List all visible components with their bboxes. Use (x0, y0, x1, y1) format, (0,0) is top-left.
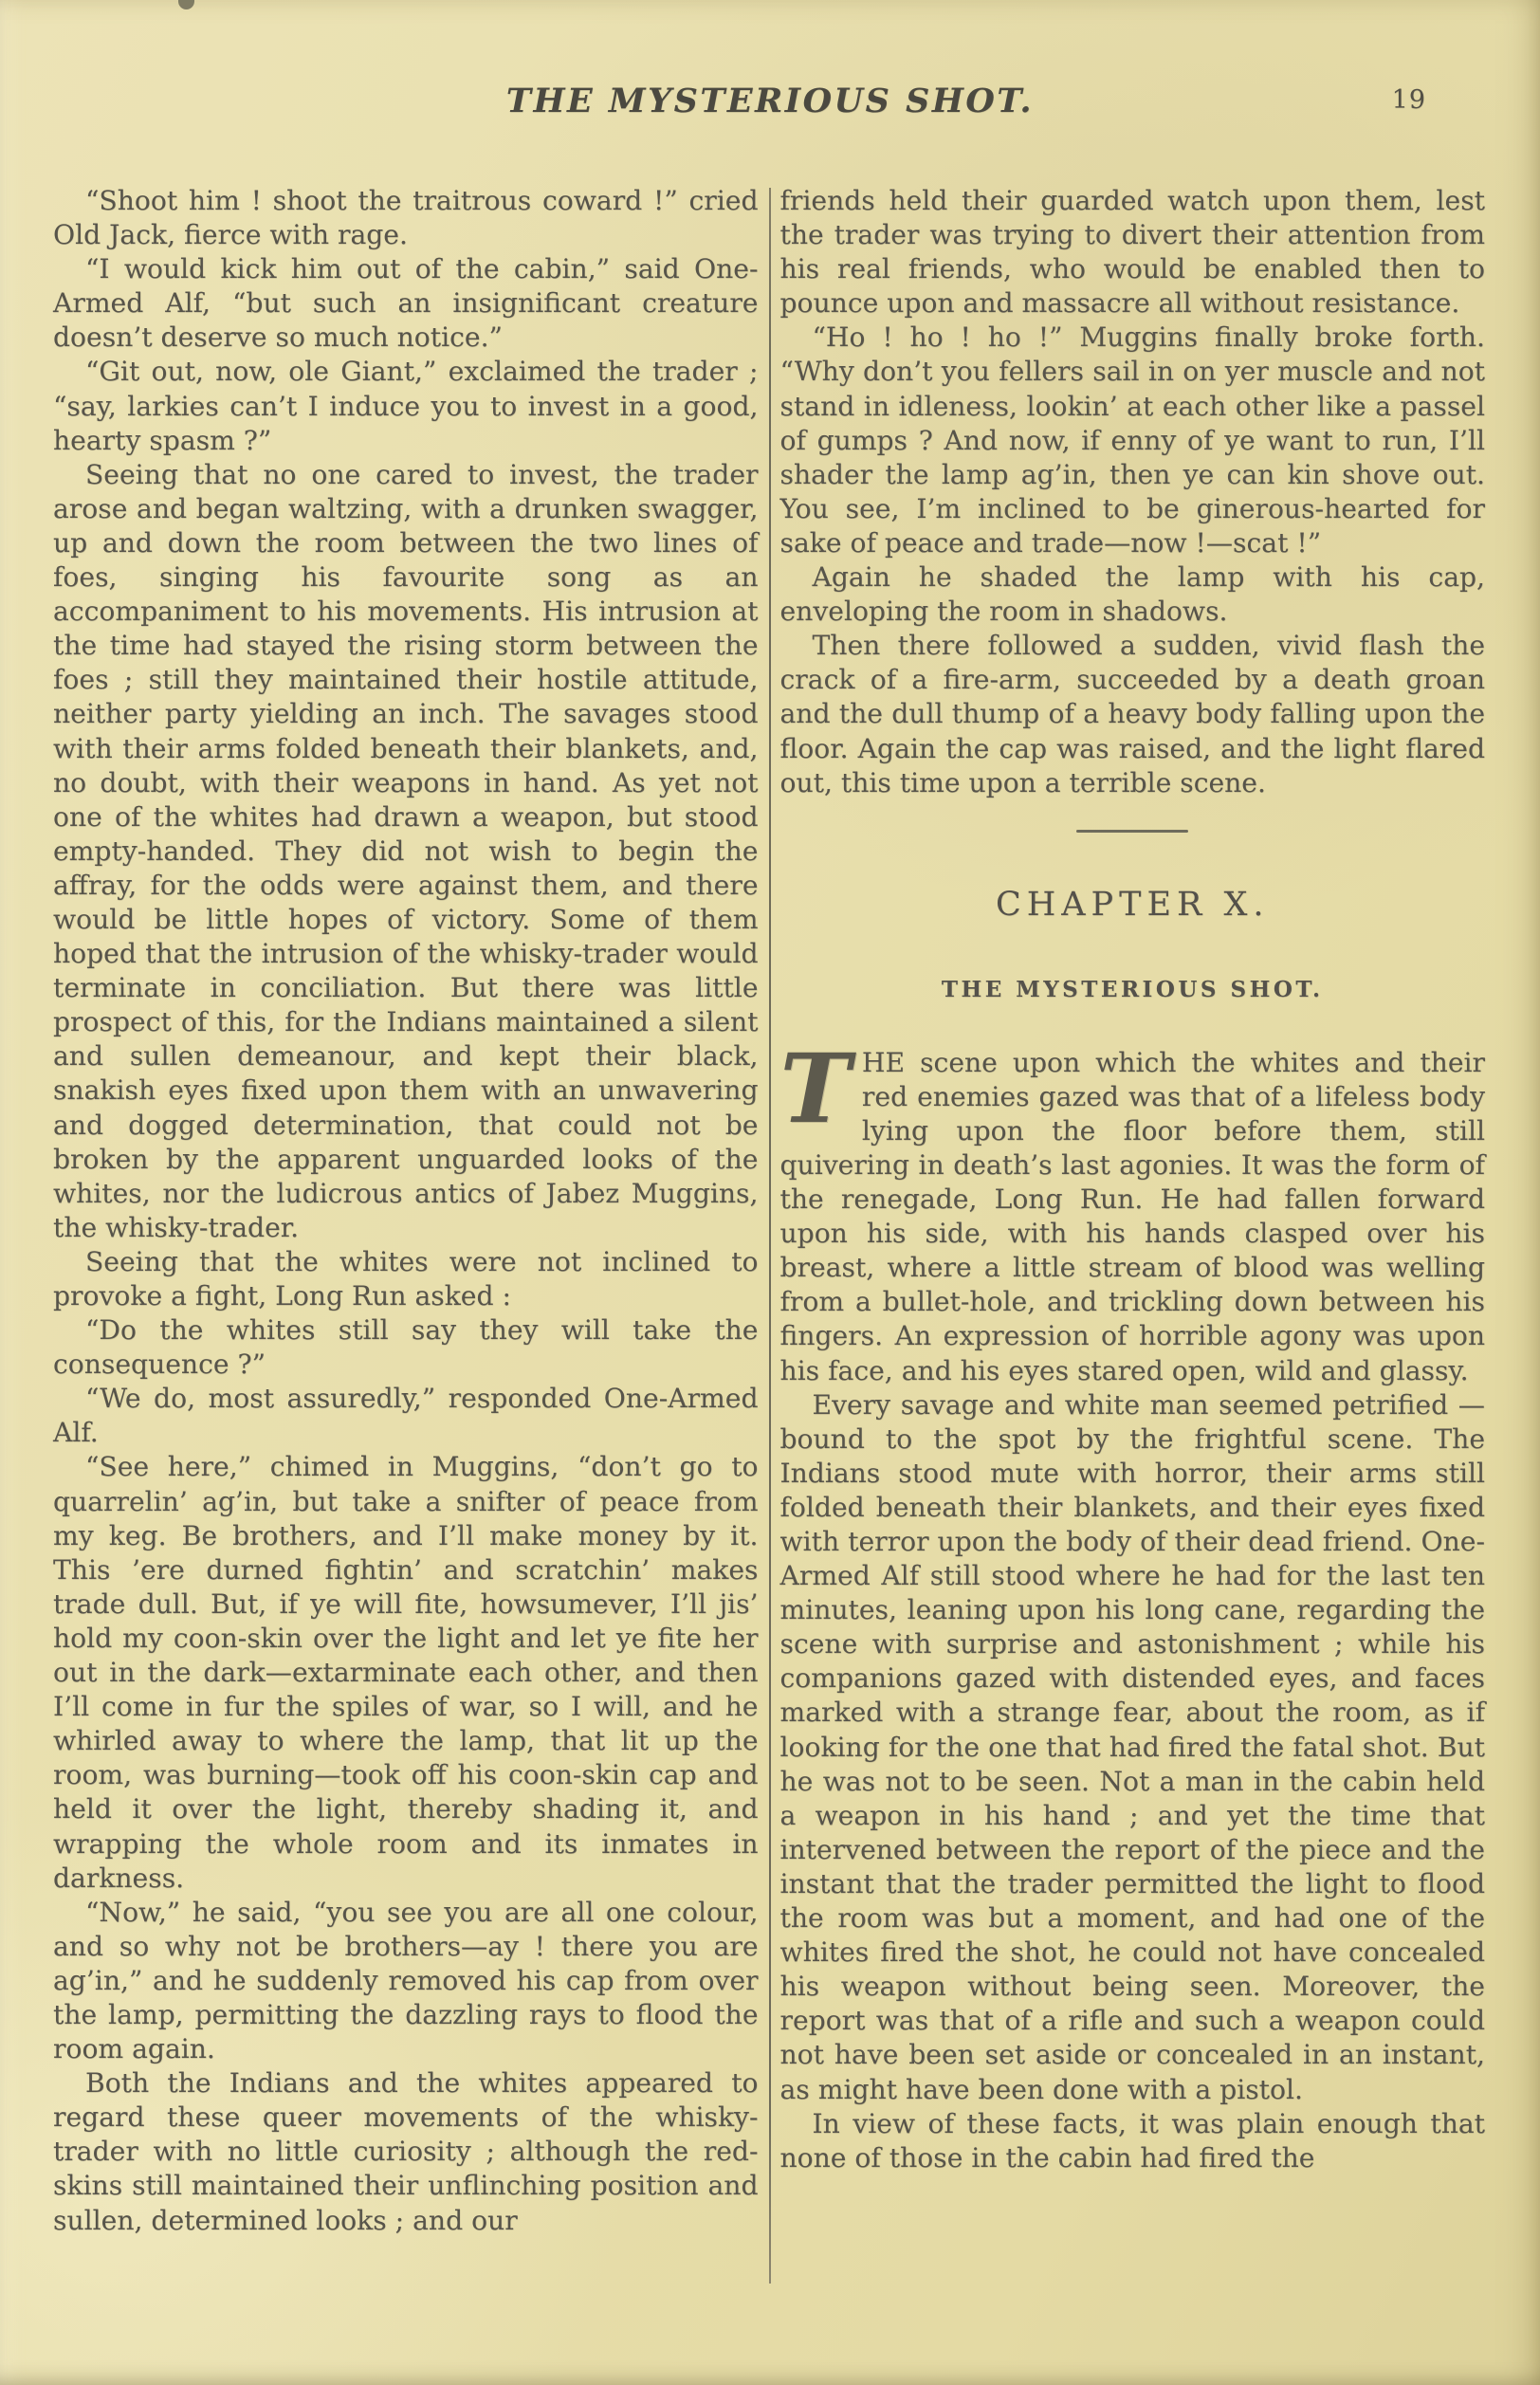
paragraph: “Now,” he said, “you see you are all one colour, and so why not be brothers—ay ! there you are ag’in,” and he suddenly removed his cap from over the lamp, permitting the dazzling rays to flood the room again. (53, 1896, 759, 2065)
section-divider (1076, 830, 1188, 833)
paragraph: Again he shaded the lamp with his cap, enveloping the room in shadows. (779, 561, 1485, 628)
paragraph: Seeing that no one cared to invest, the trader arose and began waltzing, with a drunken swagger, up and down the room between the two lines of foes, singing his favourite song as an accompaniment to his movements. His intrusion at the time had stayed the rising storm between the foes ; still they maintained their hostile attitude, neither party yielding an inch. The savages stood with their arms folded beneath their blankets, and, no doubt, with their weapons in hand. As yet not one of the whites had drawn a weapon, but stood empty-handed. They did not wish to begin the affray, for the odds were against them, and there would be little hopes of victory. Some of them hoped that the intrusion of the whisky-trader would terminate in conciliation. But there was little prospect of this, for the Indians maintained a silent and sullen demeanour, and kept their black, snakish eyes fixed upon them with an unwavering and dogged determination, that could not be broken by the apparent unguarded looks of the whites, nor the ludicrous antics of Jabez Muggins, the whisky-trader. (53, 458, 759, 1243)
page-number: 19 (1391, 85, 1426, 115)
paragraph: “Git out, now, ole Giant,” exclaimed the trader ; “say, larkies can’t I induce you to invest in a good, hearty spasm ?” (53, 356, 759, 456)
left-column (53, 184, 761, 2350)
paragraph: “Ho ! ho ! ho !” Muggins finally broke forth. “Why don’t you fellers sail in on yer muscle and not stand in idleness, lookin’ at each other like a passel of gumps ? And now, if enny of ye want to run, I’ll shader the lamp ag’in, then ye can kin shove out. You see, I’m inclined to be ginerous-hearted for sake of peace and trade—now !—scat !” (779, 321, 1485, 559)
paragraph: “I would kick him out of the cabin,” said One-Armed Alf, “but such an insignificant creature doesn’t deserve so much notice.” (53, 253, 759, 354)
paragraph: Every savage and white man seemed petrified —bound to the spot by the frightful scene. The Indians stood mute with horror, their arms still folded beneath their blankets, and their eyes fixed with terror upon the body of their dead friend. One-Armed Alf still stood where he had for the last ten minutes, leaning upon his long cane, regarding the scene with surprise and astonishment ; while his companions gazed with distended eyes, and faces marked with a strange fear, about the room, as if looking for the one that had fired the fatal shot. But he was not to be seen. Not a man in the cabin held a weapon in his hand ; and yet the time that intervened between the report of the piece and the instant that the trader permitted the light to flood the room was but a moment, and had one of the whites fired the shot, he could not have concealed his weapon without being seen. Moreover, the report was that of a rifle and such a weapon could not have been set aside or concealed in an instant, as might have been done with a pistol. (779, 1388, 1485, 2105)
paragraph: “See here,” chimed in Muggins, “don’t go to quarrelin’ ag’in, but take a snifter of peace from my keg. Be brothers, and I’ll make money by it. This ’ere durned fightin’ and scratchin’ makes trade dull. But, if ye will fite, howsumever, I’ll jis’ hold my coon-skin over the light and let ye fite her out in the dark—extarminate each other, and then I’ll come in fur the spiles of war, so I will, and he whirled away to where the lamp, that lit up the room, was burning—took off his coon-skin cap and held it over the light, thereby shading it, and wrapping the whole room and its inmates in darkness. (53, 1451, 759, 1894)
running-title: THE MYSTERIOUS SHOT. (505, 82, 1035, 120)
chapter-opening-paragraph (779, 1032, 1486, 1388)
column-divider-rule (769, 188, 771, 2284)
paragraph: “Do the whites still say they will take the consequence ?” (53, 1314, 759, 1381)
right-column (779, 184, 1486, 2350)
paragraph: Both the Indians and the whites appeared to regard these queer movements of the whisky-trader with no little curiosity ; although the red-skins still maintained their unflinching position and sullen, determined looks ; and our (53, 2067, 759, 2236)
paragraph: “Shoot him ! shoot the traitrous coward !” cried Old Jack, fierce with rage. (53, 185, 759, 251)
paragraph: Then there followed a sudden, vivid flash the crack of a fire-arm, succeeded by a death groan and the dull thump of a heavy body falling upon the floor. Again the cap was raised, and the light flared out, this time upon a terrible scene. (779, 630, 1485, 798)
paragraph: Seeing that the whites were not inclined to provoke a fight, Long Run asked : (53, 1245, 759, 1312)
chapter-opening-text: HE scene upon which the whites and their red enemies gazed was that of a lifeless body lying upon the floor before them, still quivering in death’s last agonies. It was the form of the renegade, Long Run. He had fallen forward upon his side, with his hands clasped over his breast, where a little stream of blood was welling from a bullet-hole, and trickling down between his fingers. An expression of horrible agony was upon his face, and his eyes stared open, wild and glassy. (779, 1046, 1485, 1386)
chapter-subtitle: THE MYSTERIOUS SHOT. (941, 976, 1324, 1002)
paragraph: friends held their guarded watch upon them, lest the trader was trying to divert their attention from his real friends, who would be enabled then to pounce upon and massacre all without resistance. (779, 185, 1485, 320)
paragraph: In view of these facts, it was plain enough that none of those in the cabin had fired the (779, 2107, 1485, 2174)
text-columns (53, 184, 1485, 2350)
drop-cap-initial: T (779, 1032, 851, 1145)
chapter-heading: CHAPTER X. (995, 885, 1270, 924)
page-header (0, 0, 1540, 152)
paragraph: “We do, most assuredly,” responded One-Armed Alf. (53, 1383, 759, 1449)
